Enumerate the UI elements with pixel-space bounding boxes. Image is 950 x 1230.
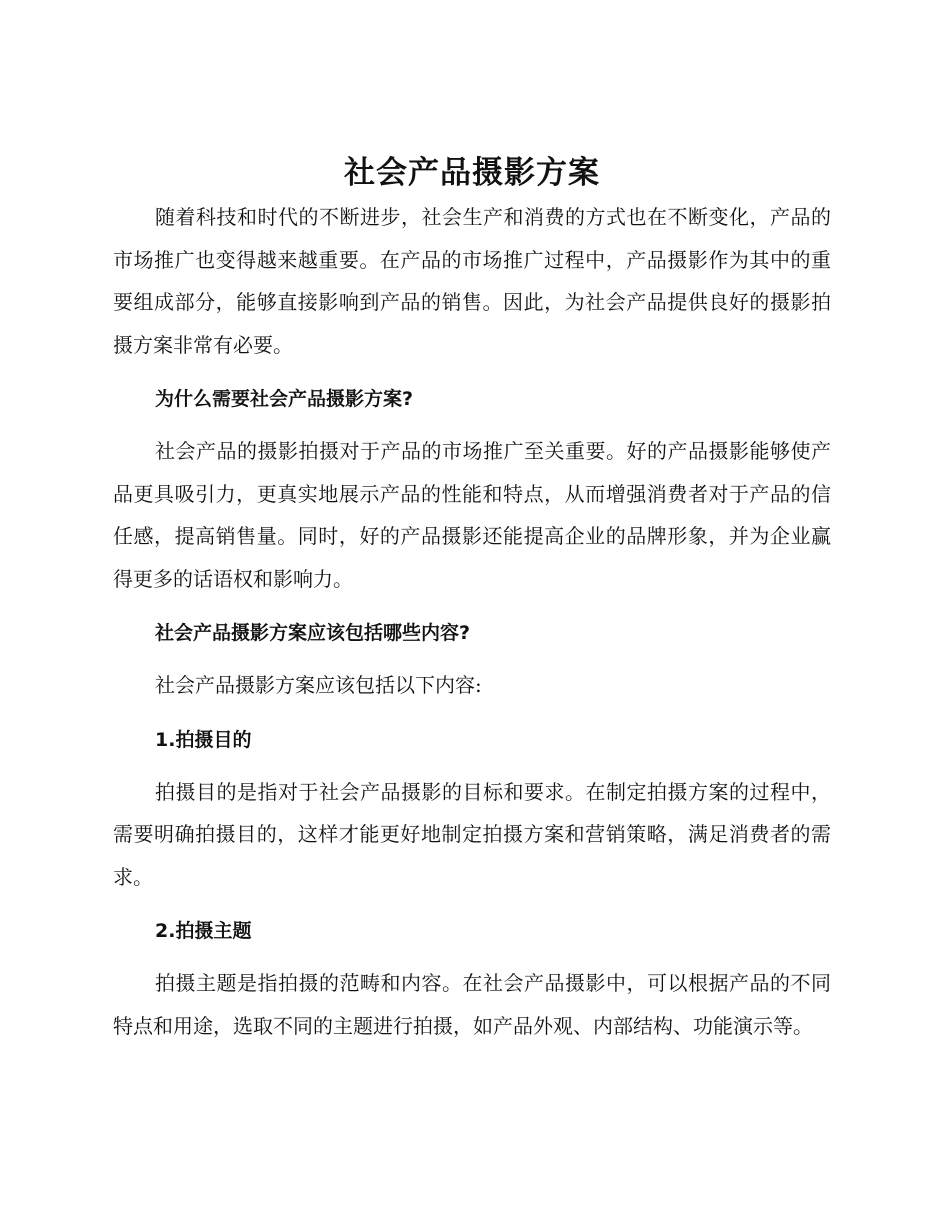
spacer <box>113 600 831 612</box>
section-body-contents: 社会产品摄影方案应该包括以下内容: <box>155 673 482 697</box>
section-heading-purpose: 1.拍摄目的 <box>155 728 252 751</box>
section-body-theme: 拍摄主题是指拍摄的范畴和内容。在社会产品摄影中，可以根据产品的不同特点和用途，选取不同的主题进行拍摄，如产品外观、内部结构、功能演示等。 <box>113 971 831 1038</box>
section-body-purpose: 拍摄目的是指对于社会产品摄影的目标和要求。在制定拍摄方案的过程中，需要明确拍摄目的，这样才能更好地制定拍摄方案和营销策略，满足消费者的需求。 <box>113 779 831 889</box>
spacer <box>113 366 831 378</box>
document-title: 社会产品摄影方案 <box>344 155 600 191</box>
section-body-why: 社会产品的摄影拍摄对于产品的市场推广至关重要。好的产品摄影能够使产品更具吸引力，更真实地展示产品的性能和特点，从而增强消费者对于产品的信任感，提高销售量。同时，好的产品摄影还能提高企业的品牌形象，并为企业赢得更多的话语权和影响力。 <box>113 439 831 591</box>
document-content <box>113 150 831 1047</box>
spacer <box>113 952 831 962</box>
section-heading-contents: 社会产品摄影方案应该包括哪些内容? <box>155 622 471 644</box>
spacer <box>113 420 831 430</box>
spacer <box>113 898 831 910</box>
section-heading-why: 为什么需要社会产品摄影方案? <box>155 388 414 410</box>
section-heading-theme: 2.拍摄主题 <box>155 920 252 942</box>
spacer <box>113 654 831 664</box>
spacer <box>113 707 831 719</box>
intro-paragraph: 随着科技和时代的不断进步，社会生产和消费的方式也在不断变化，产品的市场推广也变得越来越重要。在产品的市场推广过程中，产品摄影作为其中的重要组成部分，能够直接影响到产品的销售。因此，为社会产品提供良好的摄影拍摄方案非常有必要。 <box>113 205 831 357</box>
spacer <box>113 761 831 771</box>
